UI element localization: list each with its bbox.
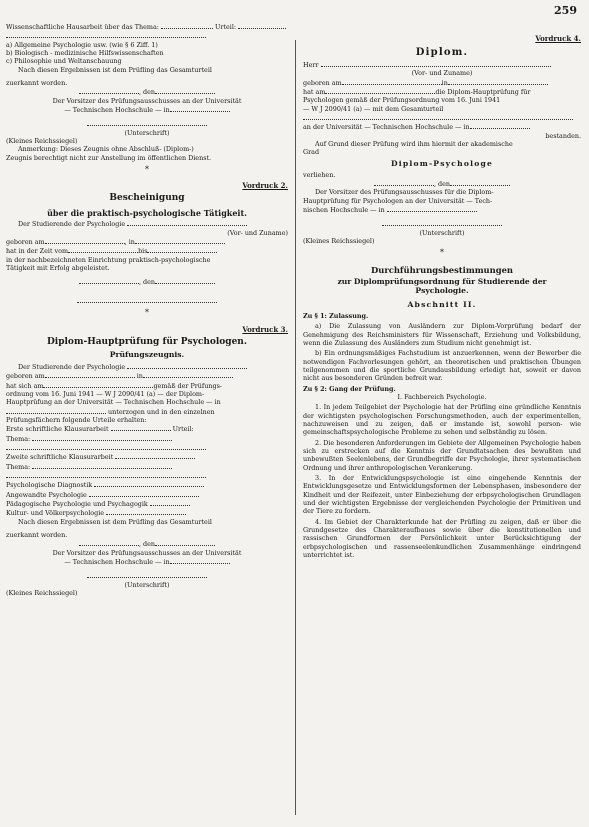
gesamturteil-text: Nach diesen Ergebnissen ist dem Prüfling das Gesamturteil bbox=[18, 65, 212, 74]
zuerkannt-text: zuerkannt worden. bbox=[6, 78, 68, 87]
separator-star-2: * bbox=[145, 308, 149, 318]
v2-title-1: Bescheinigung bbox=[109, 193, 185, 204]
page-number: 259 bbox=[554, 4, 577, 17]
vorsitzer-line-1: Der Vorsitzer des Prüfungsausschusses an der Universität bbox=[52, 96, 242, 105]
para-1: 1. In jedem Teilgebiet der Psychologie hat der Prüfling eine gründliche Kenntnis der wichtigsten psychologischen Forschungsmethoden, auch der experimentellen, nachzuweisen und zu zeigen, daß er imstande ist, sowohl person- wie gemeinschaftspsychologische Probleme zu sehen und selbständig zu lösen. bbox=[303, 403, 581, 437]
r-unterschrift: (Unterschrift) bbox=[419, 228, 465, 237]
v3-title: Diplom-Hauptprüfung für Psychologen. bbox=[47, 336, 247, 347]
v3-ordnung: ordnung vom 16. Juni 1941 — W J 2090/41 (a) — der Diplom- bbox=[6, 390, 205, 399]
urteil-label: Urteil: bbox=[215, 23, 237, 31]
v2-date-label: , den bbox=[138, 278, 156, 287]
subject-c: c) Philosophie und Weltanschauung bbox=[6, 57, 122, 66]
r-hat-am: hat am bbox=[303, 88, 326, 97]
v3-subject-2: Angewandte Psychologie bbox=[6, 490, 87, 499]
v3-thema-1: Thema: bbox=[6, 434, 31, 443]
r-gesamturteil: — W J 2090/41 (a) — mit dem Gesamturteil bbox=[303, 104, 444, 113]
v2-bis: bis bbox=[138, 247, 148, 256]
s1-b: b) Ein ordnungsmäßiges Fachstudium ist anzuerkennen, wenn der Bewerber die notwendigen Fachvorlesungen gehört, an theoretischen und praktischen Übungen teilgenommen und die sportliche Grundausbildung erledigt hat, soweit er davon nicht aus besonderen Gründen befreit war. bbox=[303, 349, 581, 383]
date-label: , den bbox=[138, 88, 156, 97]
v3-subject-3: Pädagogische Psychologie und Psychagogik bbox=[6, 500, 148, 509]
v2-born: geboren am bbox=[6, 238, 45, 247]
right-column bbox=[303, 22, 581, 561]
v3-subject-4: Kultur- und Völkerpsychologie bbox=[6, 509, 105, 518]
v2-name-hint: (Vor- und Zuname) bbox=[227, 228, 288, 237]
v3-hauptpruefung: Hauptprüfung an der Universität — Technischen Hochschule — in bbox=[6, 398, 221, 407]
subject-b: b) Biologisch - medizinische Hilfswissenschaften bbox=[6, 48, 164, 57]
r-diplom: die Diplom-Hauptprüfung für bbox=[435, 88, 531, 97]
r-reichssiegel: (Kleines Reichssiegel) bbox=[303, 236, 375, 245]
para-2: 2. Die besonderen Anforderungen im Gebiete der Allgemeinen Psychologie haben sich zu erstrecken auf die Kenntnis der Grundtatsachen des bewußten und unbewußten Seelenlebens, der Grundbegriffe der Psychologie, ihrer systematischen Ordnung und ihrer anthropologischen Verankerung. bbox=[303, 438, 581, 472]
separator-star: * bbox=[145, 164, 149, 174]
r-auf-grund: Auf Grund dieser Prüfung wird ihm hiermit der akademische bbox=[315, 140, 513, 149]
v3-born: geboren am bbox=[6, 372, 45, 381]
grad-title: Diplom-Psychologe bbox=[390, 158, 493, 168]
v3-student: Der Studierende der Psychologie bbox=[18, 363, 126, 372]
v3-unterzogen: unterzogen und in den einzelnen bbox=[108, 407, 215, 416]
vordruck-3-label: Vordruck 3. bbox=[242, 324, 288, 334]
diplom-title: Diplom. bbox=[415, 47, 469, 59]
r-bestanden: bestanden. bbox=[545, 131, 581, 140]
v3-vorsitzer-2: — Technischen Hochschule — in bbox=[64, 558, 170, 567]
db-title-3: Psychologie. bbox=[415, 286, 469, 296]
v3-klausur-2: Zweite schriftliche Klausurarbeit bbox=[6, 453, 114, 462]
v3-thema-2: Thema: bbox=[6, 462, 31, 471]
vordruck-2-label: Vordruck 2. bbox=[242, 181, 288, 191]
herr-label: Herr bbox=[303, 61, 319, 70]
left-column bbox=[6, 22, 288, 597]
anmerkung-2: Zeugnis berechtigt nicht zur Anstellung im öffentlichen Dienst. bbox=[6, 153, 212, 162]
unterschrift-label: (Unterschrift) bbox=[124, 128, 170, 137]
v3-date-label: , den bbox=[138, 540, 156, 549]
r-date-label: , den bbox=[433, 179, 451, 188]
v3-gesamturteil: Nach diesen Ergebnissen ist dem Prüfling das Gesamturteil bbox=[18, 517, 212, 526]
v3-in: in bbox=[136, 372, 143, 381]
v3-subtitle: Prüfungszeugnis. bbox=[109, 350, 185, 360]
v3-gemaess: gemäß der Prüfungs- bbox=[153, 381, 223, 390]
r-separator-star: * bbox=[440, 248, 444, 258]
vordruck-4-label: Vordruck 4. bbox=[535, 34, 581, 43]
v3-zuerkannt: zuerkannt worden. bbox=[6, 531, 68, 540]
db-title-2: zur Diplomprüfungsordnung für Studierende der bbox=[337, 276, 547, 286]
r-in: in bbox=[441, 78, 448, 87]
s2-heading: Zu § 2: Gang der Prüfung. bbox=[303, 384, 396, 393]
subject-a: a) Allgemeine Psychologie usw. (wie § 6 Ziff. 1) bbox=[6, 40, 158, 49]
v3-urteil: Urteil: bbox=[172, 425, 194, 434]
para-4: 4. Im Gebiet der Charakterkunde hat der Prüfling zu zeigen, daß er über die Grundgesetze des Charakteraufbaues sowie über die konstitutionellen und rassischen Grundformen der Persönlichkeit unter Berücksichtigung der erbpsychologischen und rassenseelenkundlichen Zusammenhänge eindringend unterrichtet ist. bbox=[303, 517, 581, 559]
s1-a: a) Die Zulassung von Ausländern zur Diplom-Vorprüfung bedarf der Genehmigung des Reichsministers für Wissenschaft, Erziehung und Volksbildung, wenn die Zulassung des Ausländers zum Studium nicht genehmigt ist. bbox=[303, 322, 581, 348]
column-divider bbox=[295, 40, 296, 815]
reichssiegel-label: (Kleines Reichssiegel) bbox=[6, 136, 78, 145]
hausarbeit-label: Wissenschaftliche Hausarbeit über das Thema: bbox=[6, 23, 159, 31]
para-3: 3. In der Entwicklungspsychologie ist eine eingehende Kenntnis der Entwicklungsgesetze und Entwicklungsformen der Lebensphasen, insbesondere der Kindheit und der Reifezeit, unter Einbeziehung der erbpsychologischen Grundlagen und der wichtigsten Ergebnisse der vergleichenden Psychologie der Primitiven und der Tiere zu fordern. bbox=[303, 473, 581, 516]
vorsitzer-line-2: — Technischen Hochschule — in bbox=[64, 105, 170, 114]
v2-einrichtung: in der nachbezeichneten Einrichtung praktisch-psychologische bbox=[6, 255, 211, 264]
v2-period: hat in der Zeit vom bbox=[6, 247, 69, 256]
top-line bbox=[6, 22, 288, 31]
v2-student: Der Studierende der Psychologie bbox=[18, 220, 126, 229]
abschnitt-heading: Abschnitt II. bbox=[407, 300, 477, 310]
r-vorsitzer-1: Der Vorsitzer des Prüfungsausschusses für die Diplom- bbox=[315, 188, 494, 197]
v3-vorsitzer-1: Der Vorsitzer des Prüfungsausschusses an der Universität bbox=[52, 548, 242, 557]
r-verliehen: verliehen. bbox=[303, 170, 336, 179]
v2-taetigkeit: Tätigkeit mit Erfolg abgeleistet. bbox=[6, 264, 110, 273]
v2-in: , in bbox=[124, 238, 135, 247]
r-born: geboren am bbox=[303, 78, 342, 87]
v3-unterschrift: (Unterschrift) bbox=[124, 580, 170, 589]
v3-reichssiegel: (Kleines Reichssiegel) bbox=[6, 589, 78, 598]
s1-heading: Zu § 1: Zulassung. bbox=[303, 312, 369, 321]
v3-klausur-1: Erste schriftliche Klausurarbeit bbox=[6, 425, 109, 434]
v3-hat-sich: hat sich am bbox=[6, 381, 44, 390]
r-universitaet: an der Universität — Technischen Hochschule — in bbox=[303, 123, 470, 132]
r-ordnung: Psychologen gemäß der Prüfungsordnung vom 16. Juni 1941 bbox=[303, 96, 501, 105]
v3-urteile: Prüfungsfächern folgende Urteile erhalten: bbox=[6, 416, 147, 425]
fachbereich-heading: I. Fachbereich Psychologie. bbox=[397, 393, 487, 402]
db-title-1: Durchführungsbestimmungen bbox=[370, 264, 514, 275]
v2-title-2: über die praktisch-psychologische Tätigkeit. bbox=[47, 208, 247, 219]
r-vorsitzer-2: Hauptprüfung für Psychologen an der Universität — Tech- bbox=[303, 196, 493, 205]
r-vorsitzer-3: nischen Hochschule — in bbox=[303, 205, 385, 214]
r-grad: Grad bbox=[303, 148, 320, 157]
anmerkung-1: Anmerkung: Dieses Zeugnis ohne Abschluß- (Diplom-) bbox=[18, 145, 194, 154]
name-hint: (Vor- und Zuname) bbox=[411, 69, 473, 78]
v3-subject-1: Psychologische Diagnostik bbox=[6, 481, 93, 490]
